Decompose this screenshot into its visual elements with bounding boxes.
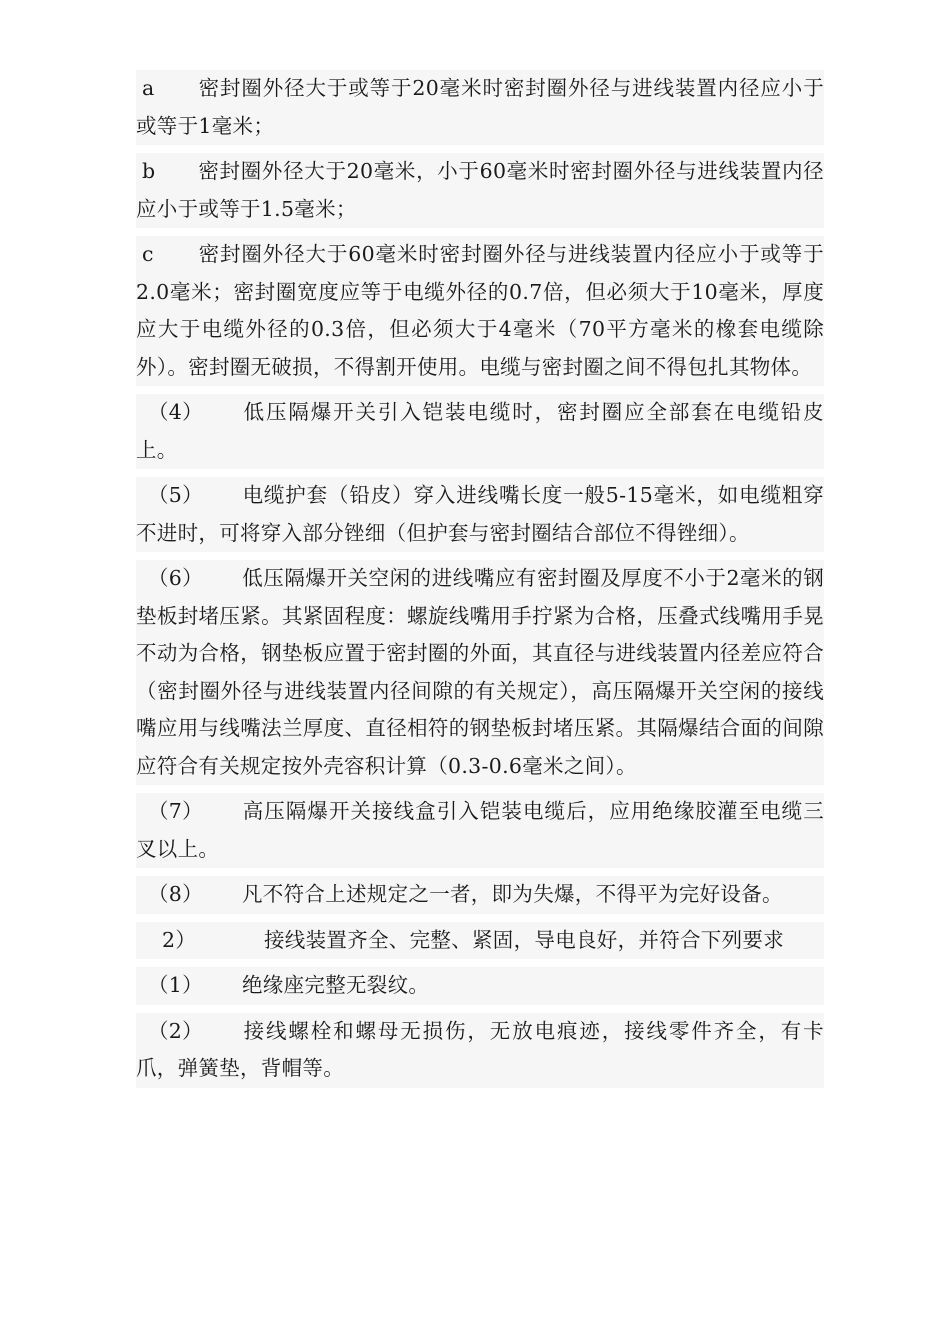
paragraph-2	[136, 153, 824, 228]
paragraph-5	[136, 477, 824, 552]
paragraph-text: 密封圈外径大于或等于20毫米时密封圈外径与进线装置内径应小于或等于1毫米；	[136, 76, 824, 138]
paragraph-text: 绝缘座完整无裂纹。	[242, 973, 430, 997]
list-marker: （6）	[148, 566, 203, 590]
paragraph-1	[136, 70, 824, 145]
list-marker: b	[142, 159, 156, 183]
paragraph-10	[136, 967, 824, 1005]
paragraph-text: 电缆护套（铅皮）穿入进线嘴长度一般5-15毫米，如电缆粗穿不进时，可将穿入部分锉细（但护套与密封圈结合部位不得锉细）。	[136, 483, 824, 545]
paragraph-11	[136, 1013, 824, 1088]
paragraph-8	[136, 876, 824, 914]
paragraph-6	[136, 560, 824, 785]
list-marker: （1）	[148, 973, 203, 997]
list-marker: a	[142, 76, 155, 100]
paragraph-text: 凡不符合上述规定之一者，即为失爆，不得平为完好设备。	[242, 882, 783, 906]
list-marker: （2）	[148, 1018, 203, 1043]
list-marker: （5）	[148, 483, 203, 507]
document-page	[136, 70, 824, 1096]
paragraph-text: 低压隔爆开关空闲的进线嘴应有密封圈及厚度不小于2毫米的钢垫板封堵压紧。其紧固程度：螺旋线嘴用手拧紧为合格，压叠式线嘴用手晃不动为合格，钢垫板应置于密封圈的外面，其直径与进线装置内径差应符合（密封圈外径与进线装置内径间隙的有关规定），高压隔爆开关空闲的接线嘴应用与线嘴法兰厚度、直径相符的钢垫板封堵压紧。其隔爆结合面的间隙应符合有关规定按外壳容积计算（0.3-0.6毫米之间）。	[136, 566, 824, 778]
paragraph-text: 高压隔爆开关接线盒引入铠装电缆后，应用绝缘胶灌至电缆三叉以上。	[136, 799, 824, 861]
paragraph-text: 密封圈外径大于60毫米时密封圈外径与进线装置内径应小于或等于2.0毫米；密封圈宽度应等于电缆外径的0.7倍，但必须大于10毫米，厚度应大于电缆外径的0.3倍，但必须大于4毫米（70平方毫米的橡套电缆除外）。密封圈无破损，不得割开使用。电缆与密封圈之间不得包扎其物体。	[136, 242, 824, 379]
list-marker: （8）	[148, 882, 203, 906]
paragraph-9	[136, 922, 824, 960]
list-marker: c	[142, 242, 154, 266]
list-marker: （4）	[148, 400, 203, 424]
paragraph-4	[136, 394, 824, 469]
paragraph-text: 接线螺栓和螺母无损伤，无放电痕迹，接线零件齐全，有卡爪，弹簧垫，背帽等。	[136, 1018, 824, 1080]
paragraph-text: 接线装置齐全、完整、紧固，导电良好，并符合下列要求	[264, 927, 784, 952]
list-marker: （7）	[148, 799, 203, 823]
paragraph-text: 密封圈外径大于20毫米，小于60毫米时密封圈外径与进线装置内径应小于或等于1.5毫米；	[136, 159, 824, 221]
list-marker: 2）	[162, 927, 197, 952]
paragraph-7	[136, 793, 824, 868]
paragraph-text: 低压隔爆开关引入铠装电缆时，密封圈应全部套在电缆铅皮上。	[136, 400, 824, 462]
paragraph-3	[136, 236, 824, 386]
